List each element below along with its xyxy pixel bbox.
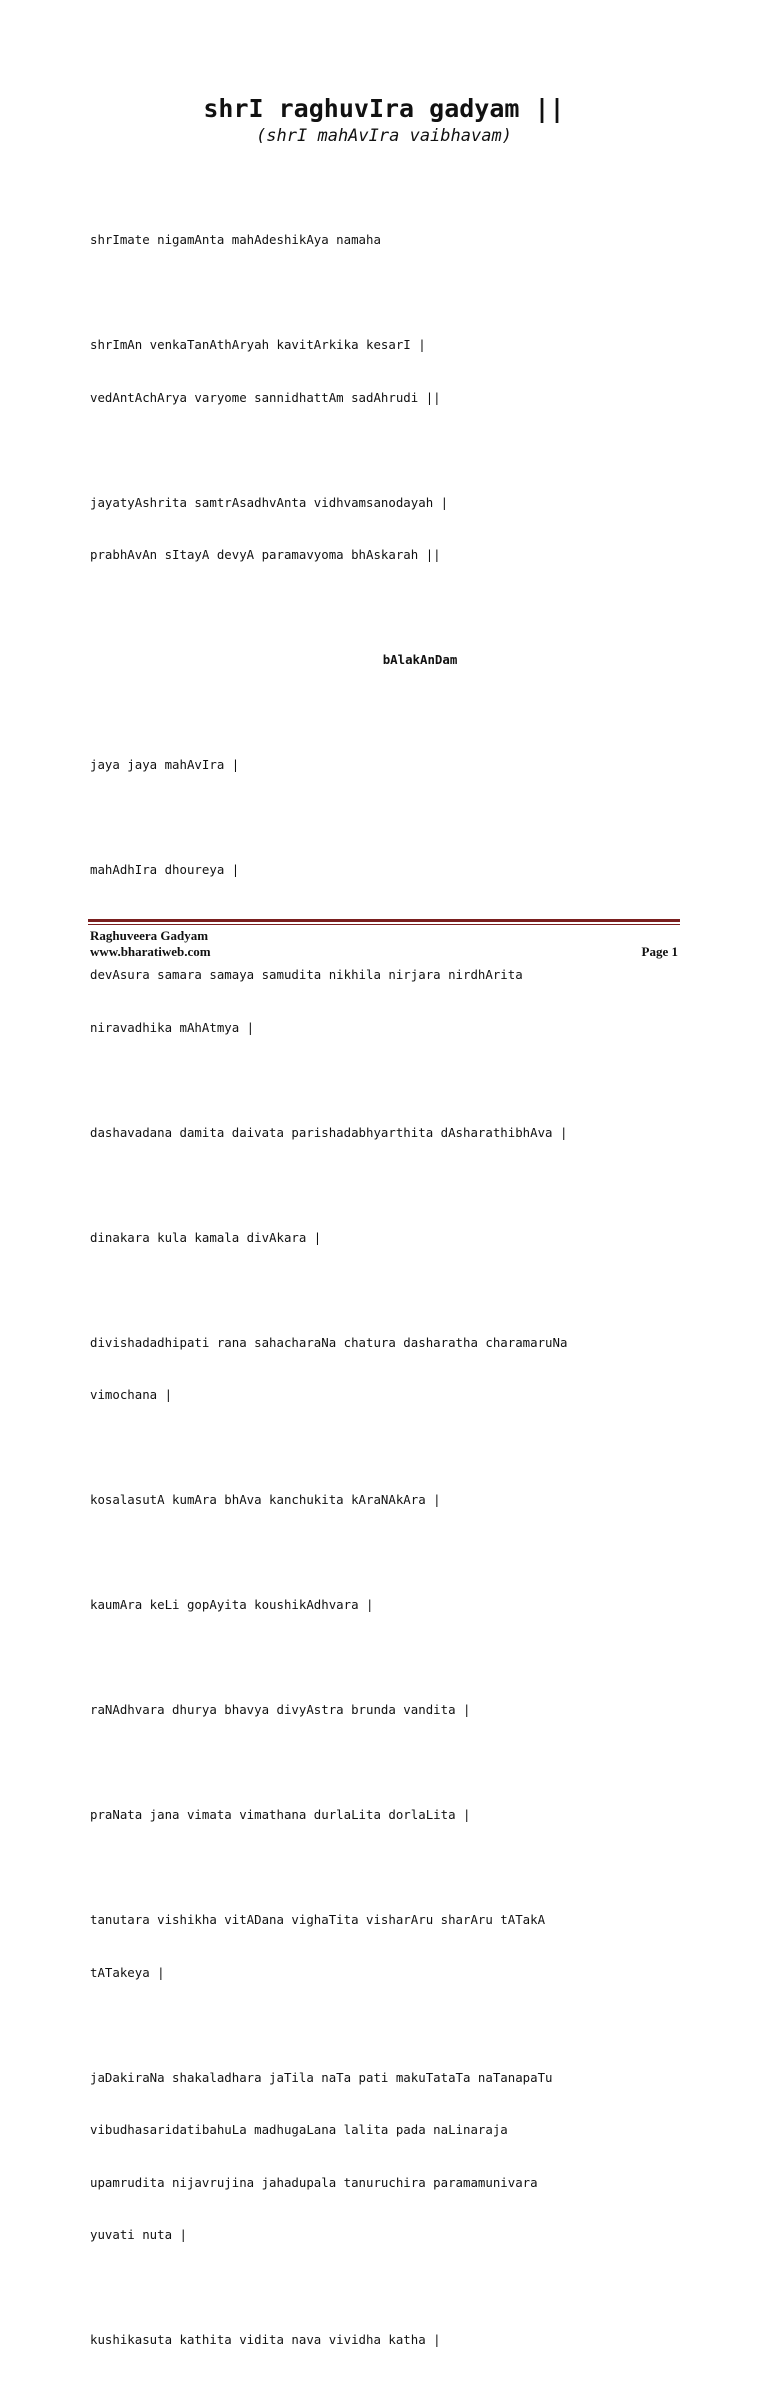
text-line: devAsura samara samaya samudita nikhila nirjara nirdhArita — [90, 967, 523, 982]
text-paragraph — [90, 1771, 690, 1859]
text-line: dashavadana damita daivata parishadabhyarthita dAsharathibhAva | — [90, 1124, 568, 1140]
text-line: shrImate nigamAnta mahAdeshikAya namaha — [90, 232, 381, 247]
text-paragraph — [90, 1456, 690, 1544]
document-subtitle: (shrI mahAvIra vaibhavam) — [256, 126, 512, 146]
verse-paragraph — [90, 301, 690, 441]
text-line: tanutara vishikha vitADana vighaTita visharAru sharAru tATakA — [90, 1912, 546, 1927]
text-paragraph — [90, 1876, 690, 2016]
text-line: upamrudita nijavrujina jahadupala tanuruchira paramamunivara — [90, 2174, 538, 2190]
text-paragraph — [90, 1666, 690, 1754]
page-number: Page 1 — [641, 944, 678, 959]
text-paragraph — [90, 826, 690, 914]
text-line: raNAdhvara dhurya bhavya divyAstra brunda vandita | — [90, 1702, 471, 1717]
document-body — [90, 196, 690, 2401]
text-paragraph — [90, 721, 690, 809]
text-paragraph — [90, 1299, 690, 1439]
text-line: dinakara kula kamala divAkara | — [90, 1229, 322, 1245]
text-paragraph — [90, 2034, 690, 2279]
footer-rule-thin — [88, 924, 680, 925]
text-line: jaDakiraNa shakaladhara jaTila naTa pati makuTataTa naTanapaTu — [90, 2069, 553, 2085]
text-line: kosalasutA kumAra bhAva kanchukita kAraNAkAra | — [90, 1492, 441, 1507]
text-line: jaya jaya mahAvIra | — [90, 757, 240, 772]
text-line: yuvati nuta | — [90, 2227, 187, 2242]
text-line: vimochana | — [90, 1387, 173, 1402]
text-line: divishadadhipati rana sahacharaNa chatura dasharatha charamaruNa — [90, 1334, 568, 1350]
text-paragraph — [90, 2296, 690, 2384]
document-title: shrI raghuvIra gadyam || — [203, 94, 565, 123]
text-line: niravadhika mAhAtmya | — [90, 1019, 255, 1035]
text-line: mahAdhIra dhoureya | — [90, 862, 240, 877]
text-line: praNata jana vimata vimathana durlaLita dorlaLita | — [90, 1807, 471, 1822]
text-line: vedAntAchArya varyome sannidhattAm sadAhrudi || — [90, 389, 441, 405]
section-heading-text: bAlakAnDam — [382, 652, 458, 667]
footer-doc-name: Raghuveera Gadyam — [90, 928, 209, 943]
footer-rule-thick — [88, 919, 680, 922]
footer-info — [90, 928, 211, 960]
text-paragraph — [90, 1194, 690, 1282]
text-line: tATakeya | — [90, 1964, 165, 1980]
text-paragraph — [90, 1089, 690, 1177]
text-line: kushikasuta kathita vidita nava vividha katha | — [90, 2332, 441, 2347]
invocation-paragraph — [90, 196, 690, 284]
footer-website: www.bharatiweb.com — [90, 944, 211, 959]
text-line: shrImAn venkaTanAthAryah kavitArkika kesarI | — [90, 337, 426, 352]
verse-paragraph — [90, 459, 690, 599]
text-paragraph — [90, 1561, 690, 1649]
text-line: jayatyAshrita samtrAsadhvAnta vidhvamsanodayah | — [90, 494, 449, 510]
text-line: prabhAvAn sItayA devyA paramavyoma bhAskarah || — [90, 547, 441, 562]
text-line: vibudhasaridatibahuLa madhugaLana lalita pada naLinaraja — [90, 2122, 508, 2137]
text-line: kaumAra keLi gopAyita koushikAdhvara | — [90, 1597, 374, 1612]
section-heading — [90, 616, 690, 704]
